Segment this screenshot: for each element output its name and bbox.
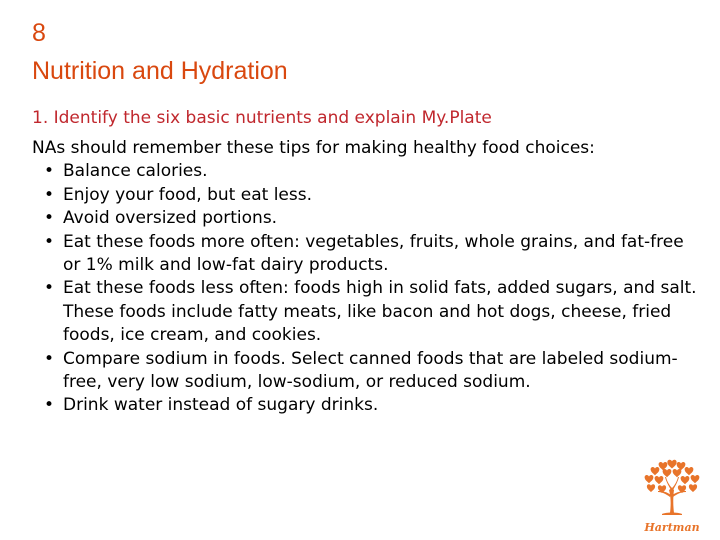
list-item-text: Drink water instead of sugary drinks. bbox=[63, 395, 379, 416]
list-item-text: Compare sodium in foods. Select canned foods that are labeled sodium-free, very low sodium, low-sodium, or reduced sodium. bbox=[63, 348, 678, 393]
bullet-icon: • bbox=[44, 161, 55, 182]
intro-text: NAs should remember these tips for making healthy food choices: bbox=[32, 138, 595, 158]
list-item bbox=[32, 277, 697, 347]
slide-body bbox=[32, 137, 697, 418]
list-item-text: Eat these foods less often: foods high in solid fats, added sugars, and salt. These foods include fatty meats, like bacon and hot dogs, cheese, fried foods, ice cream, and cookies. bbox=[63, 278, 697, 346]
hartman-logo bbox=[636, 457, 708, 537]
list-item bbox=[32, 160, 697, 183]
list-item-text: Avoid oversized portions. bbox=[63, 208, 278, 229]
list-item bbox=[32, 184, 697, 207]
list-item bbox=[32, 394, 697, 417]
list-item-text: Enjoy your food, but eat less. bbox=[63, 184, 312, 205]
bullet-icon: • bbox=[44, 278, 55, 299]
list-item-text: Eat these foods more often: vegetables, fruits, whole grains, and fat-free or 1% milk and low-fat dairy products. bbox=[63, 231, 684, 276]
chapter-title: Nutrition and Hydration bbox=[32, 57, 288, 85]
bullet-icon: • bbox=[44, 231, 55, 252]
list-item bbox=[32, 231, 697, 278]
bullet-icon: • bbox=[44, 348, 55, 369]
heart-tree-icon bbox=[645, 460, 700, 515]
list-item bbox=[32, 207, 697, 230]
bullet-icon: • bbox=[44, 184, 55, 205]
bullet-icon: • bbox=[44, 208, 55, 229]
chapter-number: 8 bbox=[32, 19, 46, 47]
hartman-wordmark: Hartman bbox=[644, 521, 700, 534]
learning-objective: 1. Identify the six basic nutrients and explain My.Plate bbox=[32, 108, 492, 128]
list-item-text: Balance calories. bbox=[63, 161, 208, 182]
tips-list bbox=[32, 160, 697, 417]
list-item bbox=[32, 348, 697, 395]
bullet-icon: • bbox=[44, 395, 55, 416]
